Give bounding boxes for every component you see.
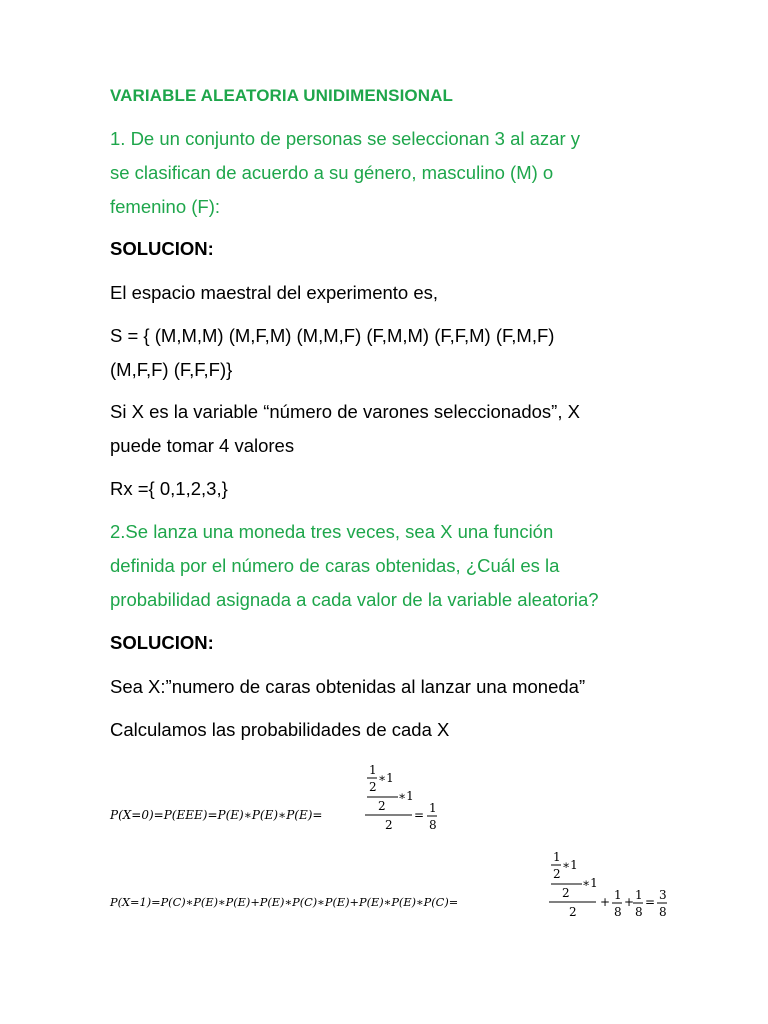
formula-1-term-a-denominator: 8	[614, 905, 622, 919]
document-title: VARIABLE ALEATORIA UNIDIMENSIONAL	[110, 86, 453, 105]
problem-1-line: femenino (F):	[110, 196, 221, 217]
formula-0-outer-denominator: 2	[385, 818, 393, 832]
formula-0-result-numerator: 1	[429, 801, 437, 815]
formula-1-term-b-numerator: 1	[635, 888, 643, 902]
formula-0-equals: =	[414, 808, 425, 822]
formula-1-result-denominator: 8	[659, 905, 667, 919]
variable-definition-line: puede tomar 4 valores	[110, 435, 295, 456]
formula-0-middle-denominator: 2	[378, 799, 386, 813]
formula-1-outer-denominator: 2	[569, 905, 577, 919]
range-set: Rx ={ 0,1,2,3,}	[110, 478, 228, 499]
solution-1-intro: El espacio maestral del experimento es,	[110, 282, 439, 303]
formula-0-result-denominator: 8	[429, 818, 437, 832]
solution-2-heading: SOLUCION:	[110, 632, 214, 653]
sample-space-line: S = { (M,M,M) (M,F,M) (M,M,F) (F,M,M) (F,F,M) (F,M,F)	[110, 325, 555, 346]
problem-2-line: 2.Se lanza una moneda tres veces, sea X una función	[110, 521, 554, 542]
formula-0-lhs: P(X=0)=P(EEE)=P(E)∗P(E)∗P(E)=	[110, 808, 323, 822]
formula-1-result-numerator: 3	[659, 888, 667, 902]
formula-1-equals: =	[645, 895, 656, 909]
formula-0-inner-numerator: 1	[369, 763, 377, 777]
sample-space-line: (M,F,F) (F,F,F)}	[110, 359, 233, 380]
formula-0-times-1: ∗1	[378, 771, 394, 785]
formula-1-term-b-denominator: 8	[635, 905, 643, 919]
formula-1-middle-denominator: 2	[562, 886, 570, 900]
formula-1-times-1: ∗1	[562, 858, 578, 872]
problem-2-line: definida por el número de caras obtenidas, ¿Cuál es la	[110, 555, 560, 576]
problem-1-line: 1. De un conjunto de personas se seleccionan 3 al azar y	[110, 128, 580, 149]
formula-1-inner-numerator: 1	[553, 850, 561, 864]
problem-1-statement	[110, 122, 670, 224]
formula-1-plus-2: +	[624, 895, 635, 909]
formula-p-x-1	[109, 850, 667, 919]
sample-space	[110, 319, 670, 387]
solution-1-heading: SOLUCION:	[110, 238, 214, 259]
formula-1-term-a-numerator: 1	[614, 888, 622, 902]
solution-2-define: Sea X:”numero de caras obtenidas al lanzar una moneda”	[110, 676, 586, 697]
formula-0-inner-denominator: 2	[369, 780, 377, 794]
formula-1-lhs: P(X=1)=P(C)∗P(E)∗P(E)+P(E)∗P(C)∗P(E)+P(E)∗P(E)∗P(C)=	[110, 896, 459, 909]
variable-definition-line: Si X es la variable “número de varones seleccionados”, X	[110, 401, 580, 422]
formula-0-times-2: ∗1	[398, 789, 414, 803]
problem-1-line: se clasifican de acuerdo a su género, masculino (M) o	[110, 162, 554, 183]
solution-2-calc: Calculamos las probabilidades de cada X	[110, 719, 450, 740]
variable-definition	[110, 395, 670, 463]
formula-1-inner-denominator: 2	[553, 867, 561, 881]
problem-2-statement	[110, 515, 670, 617]
formula-1-plus-1: +	[600, 895, 611, 909]
formula-1-times-2: ∗1	[582, 876, 598, 890]
problem-2-line: probabilidad asignada a cada valor de la variable aleatoria?	[110, 589, 599, 610]
formula-p-x-0	[109, 763, 437, 832]
